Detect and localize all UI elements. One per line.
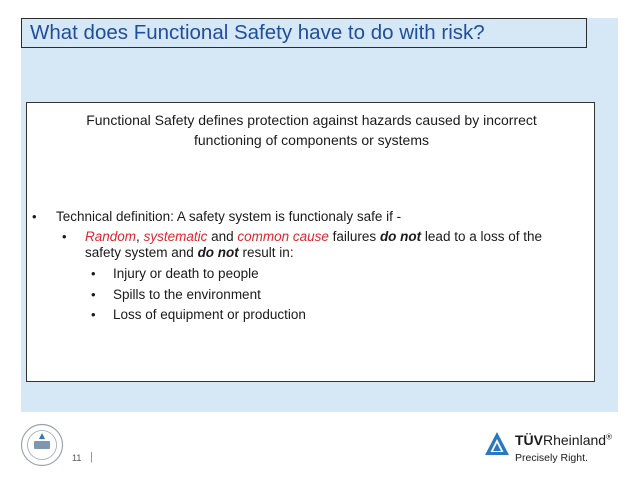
bullet-failures-line-1	[85, 229, 542, 245]
term-common-cause: common cause	[237, 229, 329, 244]
page-number: 11	[72, 453, 82, 463]
bullet-marker: •	[91, 287, 96, 302]
and-text: and	[207, 229, 238, 244]
registered-mark: ®	[606, 432, 612, 442]
sub-bullet-spills: Spills to the environment	[113, 287, 261, 302]
definition-line-2: functioning of components or systems	[193, 132, 429, 148]
slide-title: What does Functional Safety have to do with risk?	[30, 21, 485, 44]
term-random: Random	[85, 229, 137, 244]
footer-separator: |	[90, 451, 93, 463]
definition-text	[27, 110, 596, 150]
term-systematic: systematic	[143, 229, 208, 244]
tuv-triangle-logo-icon	[484, 431, 510, 457]
brand-bold: TÜV	[515, 432, 543, 448]
content-box	[26, 102, 595, 382]
result-in-text: result in:	[238, 245, 294, 260]
bullet-marker: •	[91, 266, 96, 281]
title-box	[21, 18, 587, 48]
bullet-marker: •	[91, 307, 96, 322]
definition-line-1: Functional Safety defines protection against hazards caused by incorrect	[86, 112, 537, 128]
sub-bullet-injury: Injury or death to people	[113, 266, 259, 281]
brand-regular: Rheinland	[543, 432, 607, 448]
bullet-technical-definition: Technical definition: A safety system is functionaly safe if -	[56, 209, 402, 224]
emphasis-do-not-2: do not	[197, 245, 239, 260]
sub-bullet-loss: Loss of equipment or production	[113, 307, 306, 322]
bullet-marker: •	[62, 229, 67, 244]
failures-text: failures	[328, 229, 380, 244]
comma: ,	[136, 229, 140, 244]
brand-name	[515, 432, 612, 448]
bullet-marker: •	[32, 209, 37, 224]
emphasis-do-not: do not	[379, 229, 422, 244]
bullet-failures-line-2	[85, 245, 294, 261]
lead-to-text: lead to a loss of the	[421, 229, 542, 244]
certification-seal-icon	[20, 423, 64, 467]
safety-system-text: safety system and	[85, 245, 198, 260]
brand-tagline: Precisely Right.	[515, 452, 588, 464]
